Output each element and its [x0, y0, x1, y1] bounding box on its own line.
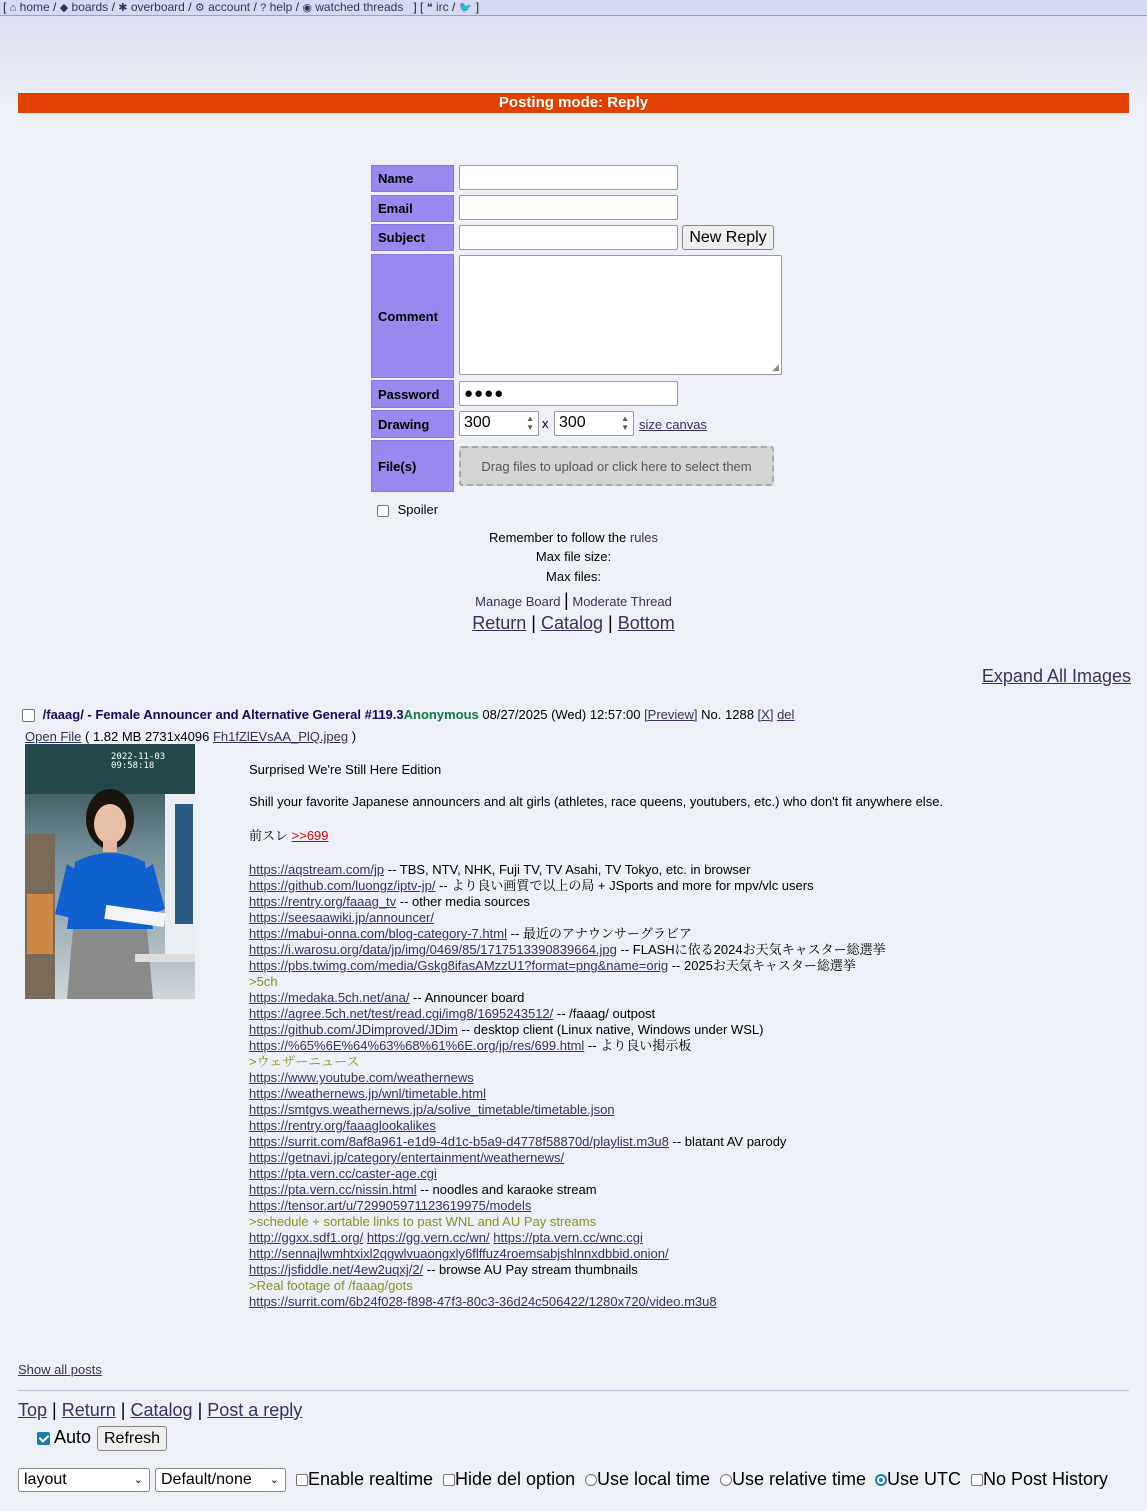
thread-subject: /faaag/ - Female Announcer and Alternative General #119.3 [42, 707, 404, 722]
name-input[interactable] [459, 165, 678, 190]
nav-overboard[interactable]: ✱ overboard [118, 0, 185, 14]
hide-del-option: Hide del option [443, 1469, 575, 1490]
catalog-link[interactable]: Catalog [540, 613, 604, 633]
mod-links: Manage Board | Moderate Thread [475, 590, 672, 610]
post-link[interactable]: https://%65%6E%64%63%68%61%6E.org/jp/res/699.html [249, 1038, 585, 1053]
poster-name: Anonymous [403, 707, 479, 722]
comment-textarea[interactable] [459, 255, 782, 375]
utc-radio[interactable] [875, 1474, 887, 1486]
post-line: 前スレ >>699 [249, 828, 329, 843]
comment-label: Comment [371, 254, 454, 378]
relative-time-radio[interactable] [720, 1474, 732, 1486]
file-dropzone[interactable]: Drag files to upload or click here to select them [459, 446, 774, 486]
post-line: https://mabui-onna.com/blog-category-7.html -- 最近のアナウンサーグラビア [249, 926, 692, 941]
post-link[interactable]: https://aqstream.com/jp [249, 862, 385, 877]
top-navigation: [ ⌂ home / ◆ boards / ✱ overboard / ⚙ account / ? help / ◉ watched threads ] [ ❝ irc / 🐦 ] [0, 0, 1147, 16]
post-thumbnail[interactable] [25, 744, 195, 999]
show-all-posts-link[interactable]: Show all posts [18, 1362, 102, 1377]
greentext: >ウェザーニュース [249, 1054, 360, 1069]
email-label: Email [371, 195, 454, 222]
tags-icon: ◆ [59, 2, 69, 14]
post-link[interactable]: https://getnavi.jp/category/entertainment/weathernews/ [249, 1150, 565, 1165]
post-link[interactable]: https://smtgvs.weathernews.jp/a/solive_timetable/timetable.json [249, 1102, 615, 1117]
post-link[interactable]: https://pbs.twimg.com/media/Gskg8ifasAMzzU1?format=png&name=orig [249, 958, 669, 973]
nav-home[interactable]: ⌂ home [9, 0, 50, 14]
post-link[interactable]: https://pta.vern.cc/wnc.cgi [493, 1230, 643, 1245]
greentext: >5ch [249, 974, 278, 989]
post-link[interactable]: https://mabui-onna.com/blog-category-7.html [249, 926, 507, 941]
post-link[interactable]: https://rentry.org/faaag_tv [249, 894, 397, 909]
links-block [249, 990, 1129, 1054]
post-line: https://%65%6E%64%63%68%61%6E.org/jp/res/699.html -- より良い掲示板 [249, 1038, 692, 1053]
post-line: https://medaka.5ch.net/ana/ -- Announcer board [249, 990, 525, 1005]
drawing-height-input[interactable]: 300 ▲ ▼ [554, 411, 634, 436]
post-link[interactable]: https://github.com/JDimproved/JDim [249, 1022, 458, 1037]
spoiler-checkbox[interactable] [377, 505, 389, 517]
top-thread-links: Return | Catalog | Bottom [472, 613, 675, 633]
password-label: Password [371, 380, 454, 408]
post-line: Surprised We're Still Here Edition [249, 762, 442, 777]
backlink-699[interactable]: >>699 [291, 828, 329, 843]
hide-post-link[interactable]: [X] [757, 707, 774, 722]
post-link[interactable]: https://rentry.org/faaaglookalikes [249, 1118, 436, 1133]
gear-icon: ⚙ [194, 2, 205, 14]
name-label: Name [371, 165, 454, 192]
bottom-thread-links: Top | Return | Catalog | Post a reply [18, 1400, 303, 1420]
nav-watched-threads[interactable]: ◉ watched threads [302, 0, 404, 14]
file-info: Open File ( 1.82 MB 2731x4096 Fh1fZlEVsAA_PlQ.jpeg ) [25, 729, 357, 744]
subject-label: Subject [371, 224, 454, 251]
top-link[interactable]: Top [18, 1400, 48, 1420]
enable-realtime-checkbox[interactable] [296, 1474, 308, 1486]
local-time-option: Use local time [585, 1469, 710, 1490]
post-link[interactable]: https://tensor.art/u/729905971123619975/models [249, 1198, 532, 1213]
question-icon: ? [260, 2, 267, 14]
local-time-radio[interactable] [585, 1474, 597, 1486]
return-link[interactable]: Return [472, 613, 527, 633]
post-line [249, 1246, 1129, 1262]
post-link[interactable]: https://jsfiddle.net/4ew2uqxj/2/ [249, 1262, 424, 1277]
post-link[interactable]: https://i.warosu.org/data/jp/img/0469/85/1717513390839664.jpg [249, 942, 617, 957]
links-block [249, 1070, 1129, 1214]
post-select-checkbox[interactable] [22, 709, 35, 722]
post-line: https://pta.vern.cc/nissin.html -- noodles and karaoke stream [249, 1182, 597, 1197]
utc-option: Use UTC [875, 1469, 961, 1490]
theme-select[interactable]: Default/none ⌄ [155, 1468, 286, 1492]
email-input[interactable] [459, 195, 678, 220]
no-history-checkbox[interactable] [971, 1474, 983, 1486]
post-link[interactable]: https://www.youtube.com/weathernews [249, 1070, 474, 1085]
post-line: https://rentry.org/faaag_tv -- other media sources [249, 894, 530, 909]
chevron-down-icon: ⌄ [269, 1474, 279, 1486]
divider [18, 1390, 1129, 1391]
post-line: https://pbs.twimg.com/media/Gskg8ifasAMzzU1?format=png&name=orig -- 2025お天気キャスター総選挙 [249, 958, 856, 973]
home-icon: ⌂ [9, 2, 17, 14]
posting-mode-banner: Posting mode: Reply [18, 93, 1129, 113]
post-line: https://github.com/luongz/iptv-jp/ -- より良い画質で以上の局 + JSports and more for mpv/vlc users [249, 878, 814, 893]
post-line: https://jsfiddle.net/4ew2uqxj/2/ -- browse AU Pay stream thumbnails [249, 1262, 638, 1277]
subject-input[interactable] [459, 225, 678, 250]
spinner-icon[interactable]: ▲ ▼ [621, 414, 629, 432]
post-line: https://surrit.com/8af8a961-e1d9-4d1c-b5a9-d4778f58870d/playlist.m3u8 -- blatant AV parody [249, 1134, 787, 1149]
auto-refresh: Auto [37, 1427, 91, 1448]
refresh-button[interactable]: Refresh [97, 1426, 167, 1451]
bottom-link[interactable]: Bottom [617, 613, 675, 633]
size-canvas-link[interactable]: size canvas [639, 417, 707, 432]
auto-refresh-checkbox[interactable] [37, 1432, 50, 1445]
post-line: https://agree.5ch.net/test/read.cgi/img8/1695243512/ -- /faaag/ outpost [249, 1006, 656, 1021]
post-link[interactable]: http://sennajlwmhtxixl2qgwlvuaongxly6flffuz4roemsabjshlnnxdbbid.onion/ [249, 1246, 669, 1261]
moderate-thread-link[interactable]: Moderate Thread [572, 594, 672, 609]
post-line: https://i.warosu.org/data/jp/img/0469/85/1717513390839664.jpg -- FLASHに依る2024お天気キャスター総選挙 [249, 942, 886, 957]
preview-link[interactable]: [Preview] [644, 707, 698, 722]
post-link[interactable]: https://pta.vern.cc/caster-age.cgi [249, 1166, 437, 1181]
expand-all-images-link[interactable]: Expand All Images [981, 666, 1131, 686]
drawing-width-input[interactable]: 300 ▲ ▼ [459, 411, 539, 436]
links-block [249, 862, 1129, 974]
resize-grip-icon[interactable]: ◢ [772, 362, 779, 372]
post-reply-link[interactable]: Post a reply [207, 1400, 303, 1420]
post-line [249, 1118, 1129, 1134]
no-history-option: No Post History [971, 1469, 1108, 1490]
post-line: Shill your favorite Japanese announcers and alt girls (athletes, race queens, youtubers, etc.) who don't fit anywhere else. [249, 794, 944, 809]
nav-help[interactable]: ? help [260, 0, 293, 14]
post-line [249, 1150, 1129, 1166]
post-link[interactable]: https://medaka.5ch.net/ana/ [249, 990, 410, 1005]
nav-irc[interactable]: ❝ irc [426, 0, 449, 14]
max-files: Max files: [546, 569, 601, 584]
new-reply-button[interactable]: New Reply [682, 225, 774, 250]
greentext: >schedule + sortable links to past WNL and AU Pay streams [249, 1214, 597, 1229]
drawing-label: Drawing [371, 410, 454, 438]
post-link[interactable]: https://pta.vern.cc/nissin.html [249, 1182, 417, 1197]
post-link[interactable]: https://surrit.com/8af8a961-e1d9-4d1c-b5a9-d4778f58870d/playlist.m3u8 [249, 1134, 669, 1149]
quote-icon: ❝ [426, 2, 433, 14]
op-post-header [22, 707, 794, 722]
post-line [249, 1198, 1129, 1214]
files-label: File(s) [371, 440, 454, 492]
asterisk-icon: ✱ [118, 2, 128, 14]
post-line: https://github.com/JDimproved/JDim -- desktop client (Linux native, Windows under WSL) [249, 1022, 764, 1037]
eye-icon: ◉ [302, 2, 312, 14]
post-link[interactable]: https://agree.5ch.net/test/read.cgi/img8/1695243512/ [249, 1006, 554, 1021]
post-link[interactable]: http://ggxx.sdf1.org/ [249, 1230, 364, 1245]
nav-boards[interactable]: ◆ boards [59, 0, 109, 14]
chevron-down-icon: ⌄ [133, 1474, 143, 1486]
post-line [249, 1294, 1129, 1310]
post-line [249, 1070, 1129, 1086]
post-line [249, 1166, 1129, 1182]
footer-catalog-link[interactable]: Catalog [130, 1400, 193, 1420]
post-line: https://aqstream.com/jp -- TBS, NTV, NHK, Fuji TV, TV Asahi, TV Tokyo, etc. in browser [249, 862, 751, 877]
password-input[interactable]: ●●●● [459, 381, 678, 406]
spinner-icon[interactable]: ▲ ▼ [526, 414, 534, 432]
enable-realtime-option: Enable realtime [296, 1469, 433, 1490]
post-link[interactable]: https://gg.vern.cc/wn/ [366, 1230, 490, 1245]
dimension-separator: x [542, 416, 549, 431]
thumbnail-timestamp: 2022-11-03 09:58:18 [111, 752, 166, 771]
layout-select[interactable]: layout ⌄ [18, 1468, 150, 1492]
post-link[interactable]: https://seesaawiki.jp/announcer/ [249, 910, 434, 925]
post-link[interactable]: https://weathernews.jp/wnl/timetable.html [249, 1086, 486, 1101]
relative-time-option: Use relative time [720, 1469, 866, 1490]
post-date: 08/27/2025 (Wed) 12:57:00 [482, 707, 641, 722]
max-file-size: Max file size: [535, 549, 612, 564]
file-name-link[interactable]: Fh1fZlEVsAA_PlQ.jpeg [212, 729, 349, 744]
post-body [249, 762, 1129, 1310]
thumbnail-image [25, 744, 195, 999]
nav-account[interactable]: ⚙ account [194, 0, 251, 14]
nav-twitter[interactable] [459, 0, 473, 14]
footer-return-link[interactable]: Return [61, 1400, 116, 1420]
post-line [249, 910, 1129, 926]
rules-link[interactable]: rules [629, 530, 659, 545]
post-line [249, 1102, 1129, 1118]
open-file-link[interactable]: Open File [25, 729, 82, 744]
post-link[interactable]: https://surrit.com/6b24f028-f898-47f3-80c3-36d24c506422/1280x720/video.m3u8 [249, 1294, 717, 1309]
post-line [249, 1230, 1129, 1246]
post-line [249, 1086, 1129, 1102]
hide-del-checkbox[interactable] [443, 1474, 455, 1486]
post-link[interactable]: https://github.com/luongz/iptv-jp/ [249, 878, 436, 893]
rules-reminder: Remember to follow the rules [488, 530, 659, 545]
twitter-icon: 🐦 [458, 2, 473, 14]
post-number[interactable]: No. 1288 [701, 707, 754, 722]
spoiler-option: Spoiler [377, 502, 438, 517]
manage-board-link[interactable]: Manage Board [475, 594, 561, 609]
delete-link[interactable]: del [777, 707, 795, 722]
greentext: >Real footage of /faaag/gots [249, 1278, 413, 1293]
